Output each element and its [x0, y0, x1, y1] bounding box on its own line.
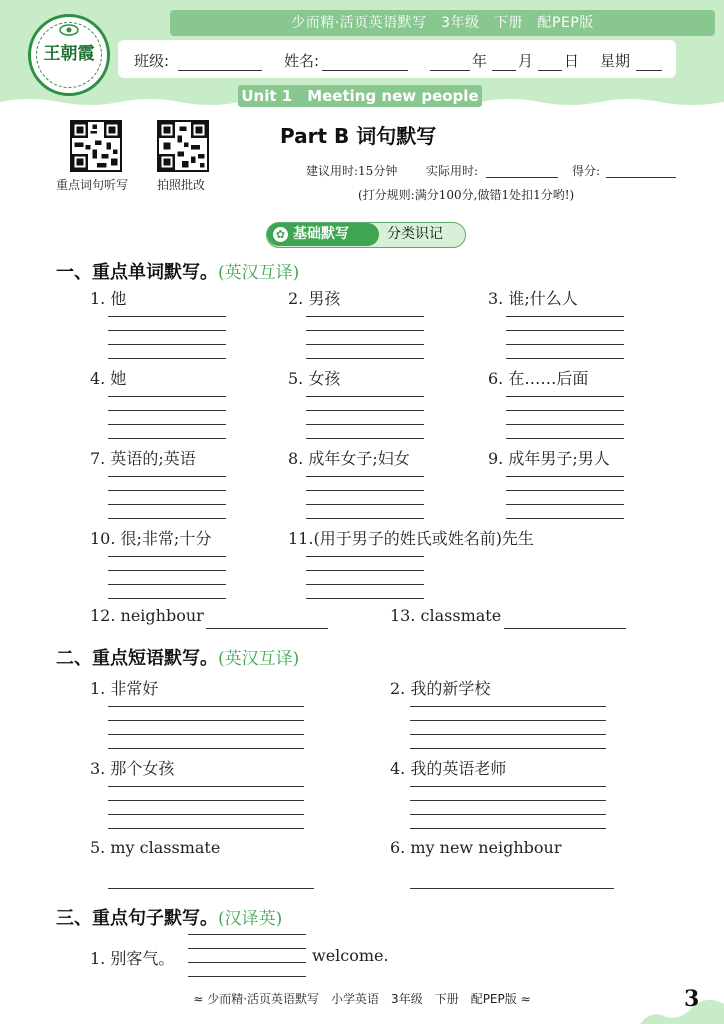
- answer-line[interactable]: [306, 330, 424, 331]
- answer-line[interactable]: [506, 410, 624, 411]
- answer-line[interactable]: [206, 628, 328, 629]
- category-tag: [266, 222, 466, 248]
- answer-line[interactable]: [504, 628, 626, 629]
- answer-line[interactable]: [506, 330, 624, 331]
- answer-line[interactable]: [410, 720, 606, 721]
- answer-line[interactable]: [108, 888, 314, 889]
- phrase-item: 1. 非常好: [90, 679, 159, 698]
- answer-line[interactable]: [306, 410, 424, 411]
- answer-line[interactable]: [306, 438, 424, 439]
- word-item: 6. 在……后面: [488, 369, 589, 388]
- section1-heading: 一、重点单词默写。: [56, 262, 218, 283]
- answer-line[interactable]: [306, 396, 424, 397]
- qr-code-listening[interactable]: [70, 120, 122, 172]
- answer-line[interactable]: [506, 476, 624, 477]
- answer-line[interactable]: [108, 570, 226, 571]
- word-item: 7. 英语的;英语: [90, 449, 196, 468]
- actual-time-field[interactable]: [486, 177, 558, 178]
- word-item: 1. 他: [90, 289, 127, 308]
- answer-line[interactable]: [108, 316, 226, 317]
- phrase-item: 4. 我的英语老师: [390, 759, 507, 778]
- answer-line[interactable]: [188, 962, 306, 963]
- word-item: 2. 男孩: [288, 289, 341, 308]
- answer-line[interactable]: [410, 786, 606, 787]
- answer-line[interactable]: [108, 504, 226, 505]
- word-item: 11.(用于男子的姓氏或姓名前)先生: [288, 529, 534, 548]
- answer-line[interactable]: [108, 424, 226, 425]
- answer-line[interactable]: [108, 396, 226, 397]
- answer-line[interactable]: [306, 556, 424, 557]
- month-label: 月: [518, 52, 534, 70]
- answer-line[interactable]: [188, 948, 306, 949]
- answer-line[interactable]: [108, 828, 304, 829]
- answer-line[interactable]: [306, 424, 424, 425]
- answer-line[interactable]: [108, 814, 304, 815]
- tag-category-label: 分类识记: [387, 226, 443, 242]
- tag-basic-label: 基础默写: [293, 226, 349, 242]
- phrase-item: 5. my classmate: [90, 838, 221, 857]
- class-label: 班级:: [134, 52, 170, 70]
- answer-line[interactable]: [410, 888, 614, 889]
- answer-line[interactable]: [108, 800, 304, 801]
- answer-line[interactable]: [506, 396, 624, 397]
- section1-title: [56, 258, 299, 284]
- answer-line[interactable]: [306, 476, 424, 477]
- scoring-rule: (打分规则:满分100分,做错1处扣1分哟!): [358, 188, 575, 202]
- section2-note: (英汉互译): [218, 649, 300, 669]
- answer-line[interactable]: [108, 344, 226, 345]
- answer-line[interactable]: [306, 490, 424, 491]
- corner-decoration: [640, 1000, 724, 1024]
- answer-line[interactable]: [410, 828, 606, 829]
- word-item: 13. classmate: [390, 606, 502, 625]
- student-info-box: [118, 40, 676, 78]
- answer-line[interactable]: [506, 344, 624, 345]
- answer-line[interactable]: [306, 598, 424, 599]
- answer-line[interactable]: [108, 476, 226, 477]
- score-label: 得分:: [572, 164, 601, 178]
- brand-name: 王朝霞: [43, 44, 95, 64]
- answer-line[interactable]: [306, 344, 424, 345]
- suggested-time: 建议用时:15分钟: [306, 164, 398, 178]
- answer-line[interactable]: [410, 748, 606, 749]
- page-number: 3: [684, 986, 700, 1012]
- brand-logo: [28, 14, 110, 96]
- answer-line[interactable]: [108, 490, 226, 491]
- series-text: 少而精·活页英语默写 3年级 下册 配PEP版: [291, 15, 594, 31]
- actual-time-label: 实际用时:: [426, 164, 479, 178]
- answer-line[interactable]: [306, 584, 424, 585]
- word-item: 4. 她: [90, 369, 127, 388]
- answer-line[interactable]: [506, 490, 624, 491]
- answer-line[interactable]: [410, 800, 606, 801]
- day-field[interactable]: [538, 70, 562, 71]
- word-item: 3. 谁;什么人: [488, 289, 578, 308]
- word-item: 10. 很;非常;十分: [90, 529, 212, 548]
- section3-title: [56, 904, 282, 930]
- answer-line[interactable]: [108, 786, 304, 787]
- answer-line[interactable]: [506, 438, 624, 439]
- name-label: 姓名:: [284, 52, 320, 70]
- answer-line[interactable]: [306, 316, 424, 317]
- section3-heading: 三、重点句子默写。: [56, 908, 218, 929]
- answer-line[interactable]: [108, 518, 226, 519]
- answer-line[interactable]: [506, 358, 624, 359]
- name-field[interactable]: [322, 70, 408, 71]
- word-item: 12. neighbour: [90, 606, 204, 625]
- section3-note: (汉译英): [218, 909, 283, 929]
- phrase-item: 2. 我的新学校: [390, 679, 491, 698]
- answer-line[interactable]: [188, 976, 306, 977]
- eye-icon: [59, 23, 79, 37]
- word-item: 9. 成年男子;男人: [488, 449, 610, 468]
- page-title: Part B 词句默写: [280, 124, 437, 148]
- tag-basic: [267, 223, 379, 246]
- answer-line[interactable]: [108, 720, 304, 721]
- answer-line[interactable]: [410, 814, 606, 815]
- weekday-field[interactable]: [636, 70, 662, 71]
- answer-line[interactable]: [306, 504, 424, 505]
- answer-line[interactable]: [108, 438, 226, 439]
- answer-line[interactable]: [108, 584, 226, 585]
- qr-listening-label: 重点词句听写: [56, 178, 129, 192]
- answer-line[interactable]: [506, 424, 624, 425]
- answer-line[interactable]: [108, 410, 226, 411]
- unit-band: [238, 85, 482, 107]
- weekday-label: 星期: [600, 52, 631, 70]
- answer-line[interactable]: [410, 706, 606, 707]
- section1-note: (英汉互译): [218, 263, 300, 283]
- qr-grading-label: 拍照批改: [157, 178, 206, 192]
- footer-text: ≈ 少而精·活页英语默写 小学英语 3年级 下册 配PEP版 ≈: [193, 992, 531, 1006]
- sentence-prefix: 1. 别客气。: [90, 949, 175, 968]
- unit-title: Unit 1 Meeting new people: [241, 87, 479, 105]
- year-field[interactable]: [430, 70, 470, 71]
- score-field[interactable]: [606, 177, 676, 178]
- day-label: 日: [564, 52, 580, 70]
- phrase-item: 6. my new neighbour: [390, 838, 562, 857]
- answer-line[interactable]: [108, 734, 304, 735]
- sentence-suffix: welcome.: [312, 946, 389, 965]
- answer-line[interactable]: [108, 598, 226, 599]
- answer-line[interactable]: [108, 706, 304, 707]
- word-item: 8. 成年女子;妇女: [288, 449, 410, 468]
- answer-line[interactable]: [506, 504, 624, 505]
- answer-line[interactable]: [108, 330, 226, 331]
- word-item: 5. 女孩: [288, 369, 341, 388]
- answer-line[interactable]: [410, 734, 606, 735]
- answer-line[interactable]: [108, 748, 304, 749]
- medal-icon: ✿: [273, 227, 288, 242]
- section2-heading: 二、重点短语默写。: [56, 648, 218, 669]
- month-field[interactable]: [492, 70, 516, 71]
- answer-line[interactable]: [188, 934, 306, 935]
- answer-line[interactable]: [506, 518, 624, 519]
- section2-title: [56, 644, 299, 670]
- year-label: 年: [472, 52, 488, 70]
- qr-code-grading[interactable]: [157, 120, 209, 172]
- answer-line[interactable]: [108, 358, 226, 359]
- phrase-item: 3. 那个女孩: [90, 759, 175, 778]
- answer-line[interactable]: [306, 518, 424, 519]
- qr-icon: [72, 122, 120, 170]
- answer-line[interactable]: [506, 316, 624, 317]
- qr-icon: [159, 122, 207, 170]
- answer-line[interactable]: [306, 358, 424, 359]
- answer-line[interactable]: [306, 570, 424, 571]
- series-strip: [170, 10, 715, 36]
- class-field[interactable]: [178, 70, 262, 71]
- answer-line[interactable]: [108, 556, 226, 557]
